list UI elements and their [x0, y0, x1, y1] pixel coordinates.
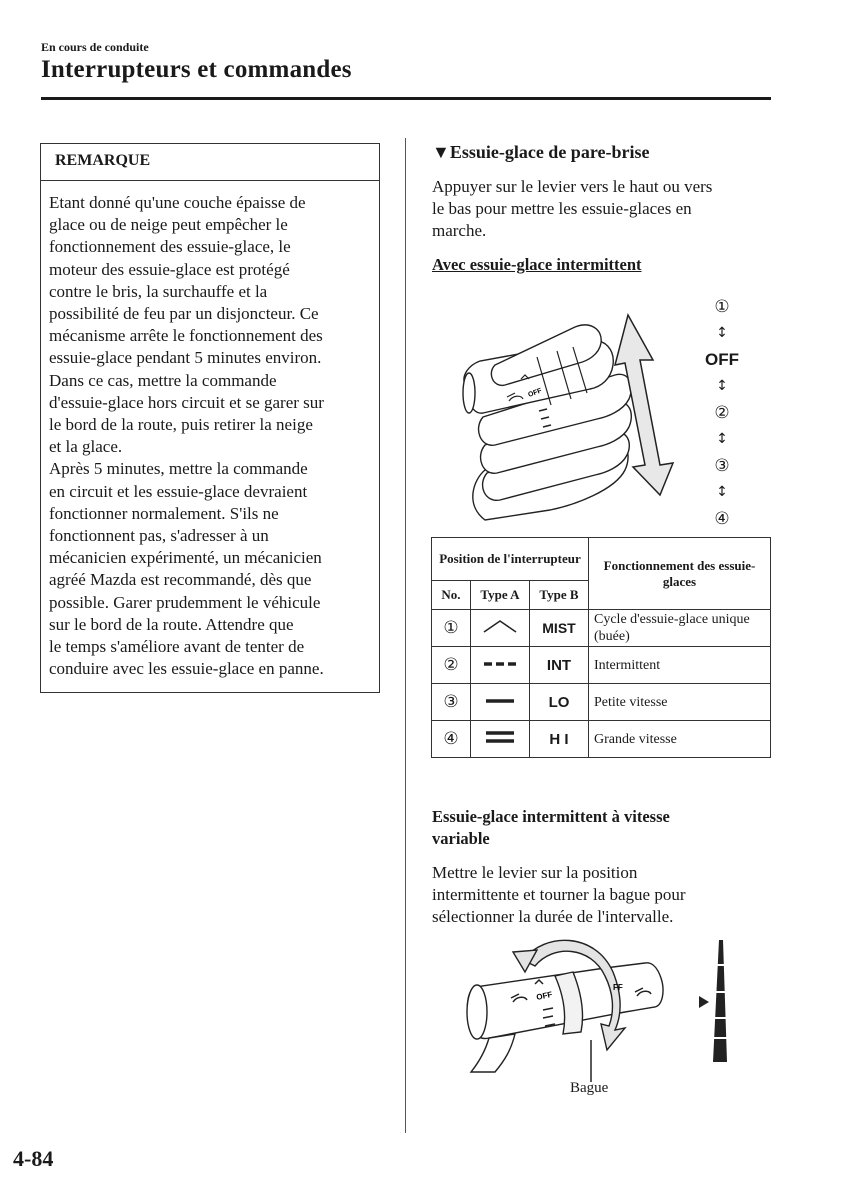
table-row: [432, 721, 771, 758]
interval-scale-bar: [713, 940, 727, 1062]
note-heading: REMARQUE: [41, 144, 379, 181]
note-body: [49, 192, 379, 680]
lever-stalk: [471, 1034, 515, 1072]
note-box: [40, 143, 380, 693]
windshield-wiper-heading: ▼Essuie-glace de pare-brise: [432, 142, 650, 162]
col-type-b-header: Type B: [530, 581, 589, 610]
up-down-arrow-icon: ↕: [716, 378, 728, 394]
caret-up-icon: [471, 610, 530, 647]
variable-intermittent-heading: [432, 806, 752, 850]
note-line: moteur des essuie-glace est protégé: [49, 259, 290, 279]
position-1-label: ①: [714, 297, 730, 317]
note-line: agréé Mazda est recommandé, dès que: [49, 570, 312, 590]
row-number: ①: [432, 610, 471, 647]
note-line: en circuit et les essuie-glace devraient: [49, 481, 308, 501]
wiper-lever-positions-illustration: [455, 305, 690, 530]
note-line: et la glace.: [49, 437, 123, 457]
note-line: sur le bord de la route. Attendre que: [49, 614, 294, 634]
row-number: ②: [432, 647, 471, 684]
text-line: intermittente et tourner la bague pour: [432, 885, 686, 905]
ring-label: Bague: [570, 1080, 609, 1096]
page-number: 4-84: [13, 1146, 54, 1171]
note-line: mécanisme arrête le fonctionnement des: [49, 326, 323, 346]
double-line-icon: [471, 721, 530, 758]
note-line: d'essuie-glace hors circuit et se garer sur: [49, 392, 324, 412]
note-line: le temps s'améliore avant de tenter de: [49, 637, 305, 657]
text-line: sélectionner la durée de l'intervalle.: [432, 907, 674, 927]
function-description: Grande vitesse: [589, 721, 771, 758]
heading-line: Essuie-glace intermittent à vitesse: [432, 807, 670, 826]
position-3-label: ③: [714, 456, 730, 476]
note-line: essuie-glace pendant 5 minutes environ.: [49, 348, 322, 368]
type-b-label: LO: [530, 684, 589, 721]
lever-end-cap: [463, 373, 475, 413]
position-4-label: ④: [714, 509, 730, 529]
function-description: Petite vitesse: [589, 684, 771, 721]
pointer-triangle-icon: [699, 996, 709, 1008]
dashed-line-icon: [471, 647, 530, 684]
note-line: fonctionnement des essuie-glace, le: [49, 237, 291, 257]
heading-line: variable: [432, 829, 490, 848]
note-line: mécanicien expérimenté, un mécanicien: [49, 548, 322, 568]
up-down-arrow-icon: ↕: [716, 431, 728, 447]
function-description: Cycle d'essuie-glace unique (buée): [589, 610, 771, 647]
table-row: [432, 684, 771, 721]
note-line: Dans ce cas, mettre la commande: [49, 370, 277, 390]
lever-end-cap: [467, 985, 487, 1039]
position-off-label: OFF: [705, 350, 739, 369]
function-header: Fonctionnement des essuie-glaces: [589, 538, 771, 610]
section-label: En cours de conduite: [41, 40, 149, 54]
function-description: Intermittent: [589, 647, 771, 684]
text-line: Mettre le levier sur la position: [432, 863, 638, 882]
note-line: Après 5 minutes, mettre la commande: [49, 459, 308, 479]
type-b-label: H I: [530, 721, 589, 758]
up-down-arrow-icon: ↕: [716, 484, 728, 500]
lever-off-label: OFF: [527, 387, 543, 399]
text-line: marche.: [432, 221, 487, 241]
position-sequence: [700, 296, 744, 530]
windshield-wiper-text: [432, 176, 772, 243]
wiper-positions-table: [431, 537, 771, 758]
title-rule: [41, 97, 771, 100]
column-divider: [405, 138, 406, 1133]
note-line: possibilité de feu par un disjoncteur. Ce: [49, 304, 319, 324]
note-line: fonctionnent pas, s'adresser à un: [49, 526, 269, 546]
variable-intermittent-text: [432, 862, 772, 929]
col-type-a-header: Type A: [471, 581, 530, 610]
lever-off-label: OFF: [535, 989, 554, 1002]
text-line: le bas pour mettre les essuie-glaces en: [432, 199, 692, 219]
table-row: [432, 610, 771, 647]
row-number: ④: [432, 721, 471, 758]
up-down-arrow-icon: ↕: [716, 325, 728, 341]
intermittent-heading: Avec essuie-glace intermittent: [432, 255, 642, 274]
variable-interval-ring-illustration: [455, 932, 755, 1082]
col-no-header: No.: [432, 581, 471, 610]
lever-off-label: FF: [613, 983, 623, 992]
page-title: Interrupteurs et commandes: [41, 56, 352, 83]
note-line: conduire avec les essuie-glace en panne.: [49, 659, 324, 679]
note-line: glace ou de neige peut empêcher le: [49, 215, 288, 235]
single-line-icon: [471, 684, 530, 721]
note-line: contre le bris, la surchauffe et la: [49, 281, 268, 301]
type-b-label: INT: [530, 647, 589, 684]
position-2-label: ②: [714, 403, 730, 423]
text-line: Appuyer sur le levier vers le haut ou vers: [432, 177, 713, 196]
note-line: possible. Garer prudemment le véhicule: [49, 592, 321, 612]
note-line: le bord de la route, puis retirer la neige: [49, 415, 313, 435]
table-row: [432, 647, 771, 684]
type-b-label: MIST: [530, 610, 589, 647]
row-number: ③: [432, 684, 471, 721]
note-line: Etant donné qu'une couche épaisse de: [49, 193, 306, 212]
position-header: Position de l'interrupteur: [432, 538, 589, 581]
note-line: fonctionner normalement. S'ils ne: [49, 503, 279, 523]
